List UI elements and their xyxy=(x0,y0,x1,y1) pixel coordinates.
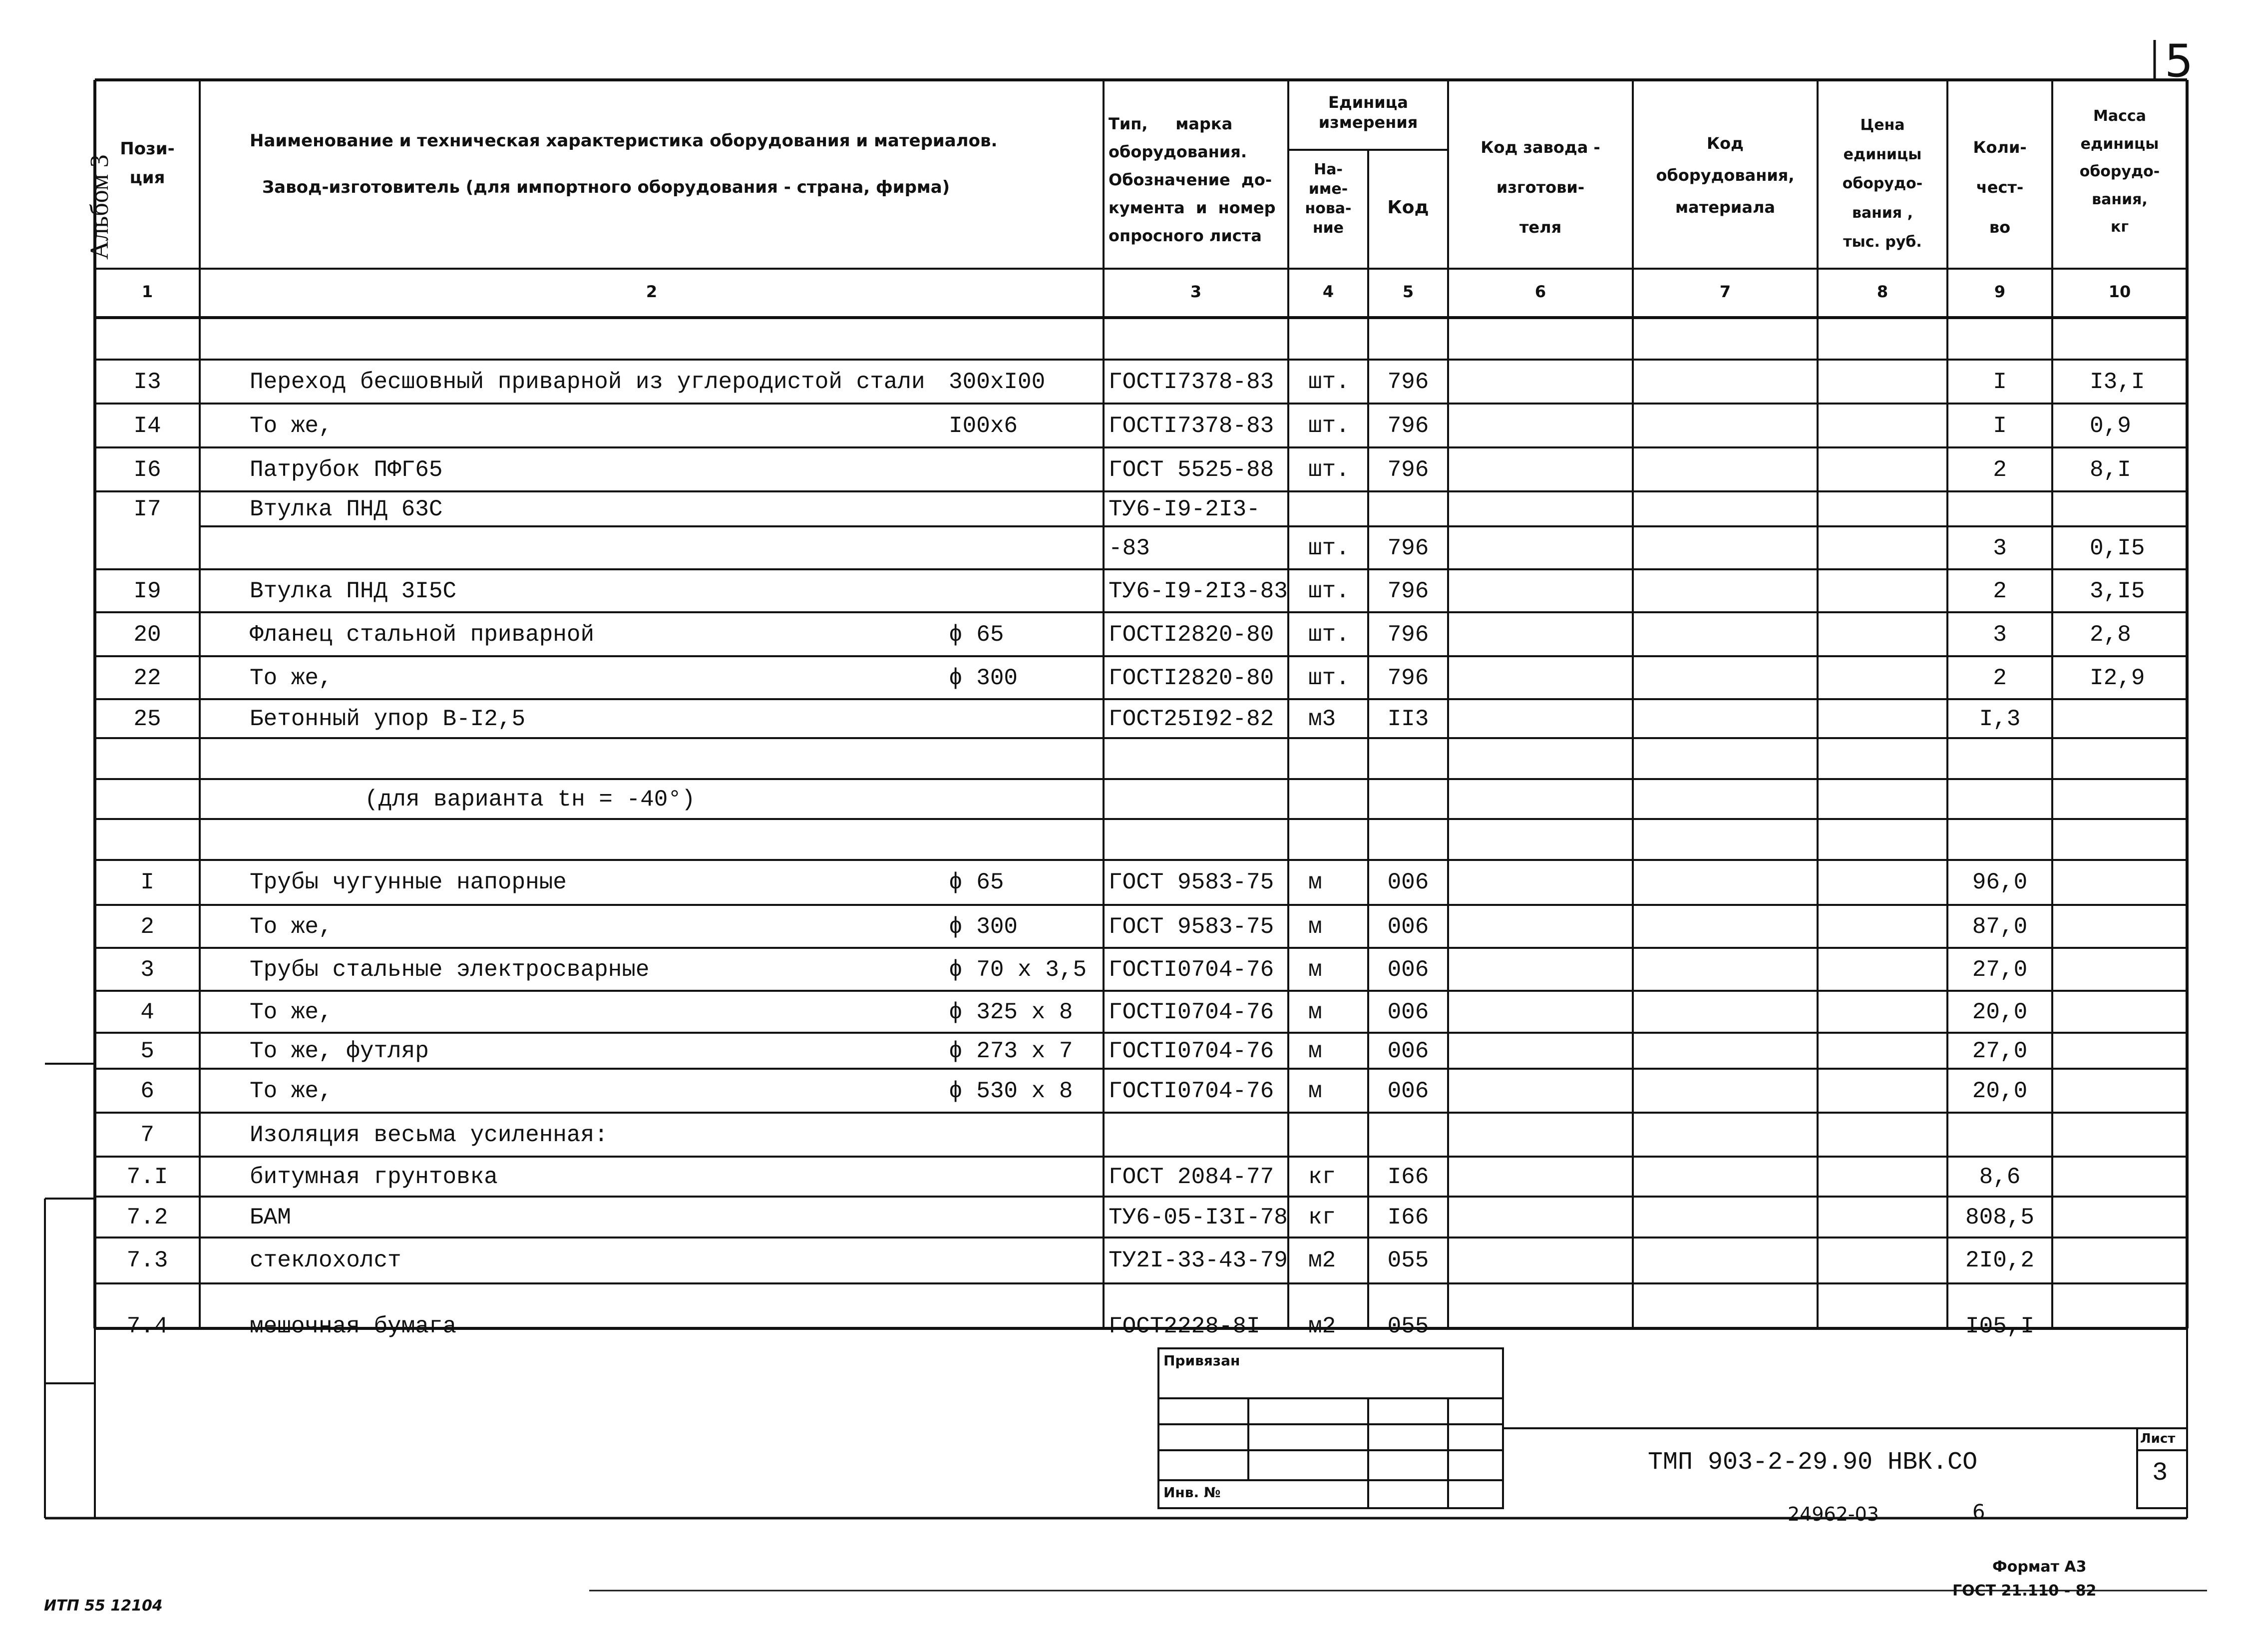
cell-dim: ϕ 300 xyxy=(949,665,1018,691)
cell-code: I66 xyxy=(1387,1205,1429,1231)
cell-unit: м2 xyxy=(1308,1247,1336,1273)
cell-code: 055 xyxy=(1387,1313,1429,1339)
cell-dim: ϕ 70 x 3,5 xyxy=(949,957,1087,983)
cell-mass: I3,I xyxy=(2090,369,2145,395)
cell-qty: 27,0 xyxy=(1972,1038,2028,1064)
header-unit-name: На- име- нова- ние xyxy=(1305,161,1352,237)
cell-pos: 7 xyxy=(140,1122,154,1148)
cell-unit: шт. xyxy=(1308,665,1350,691)
cell-doc: ГОСТ 9583-75 xyxy=(1109,914,1274,940)
cell-code: 796 xyxy=(1387,369,1429,395)
cell-unit: кг xyxy=(1308,1164,1336,1190)
cell-code: I66 xyxy=(1387,1164,1429,1190)
stamp-attached: Привязан xyxy=(1163,1352,1240,1369)
cell-unit: кг xyxy=(1308,1205,1336,1231)
cell-code: 055 xyxy=(1387,1247,1429,1273)
cell-name: То же, xyxy=(250,665,333,691)
cell-code: 006 xyxy=(1387,1038,1429,1064)
colnum-3: 3 xyxy=(1190,282,1202,301)
cell-unit: шт. xyxy=(1308,413,1350,439)
cell-name: битумная грунтовка xyxy=(250,1164,498,1190)
cell-dim: ϕ 530 x 8 xyxy=(949,1078,1073,1104)
cell-qty: 96,0 xyxy=(1972,869,2028,895)
cell-pos: 20 xyxy=(133,622,161,648)
footer-format: Формат А3 xyxy=(1992,1558,2087,1576)
cell-name: То же, xyxy=(250,1078,333,1104)
header-manufacturer-code: Код завода - изготови- теля xyxy=(1481,138,1600,237)
cell-qty: I05,I xyxy=(1965,1313,2035,1339)
cell-name: Трубы чугунные напорные xyxy=(250,869,567,895)
cell-code: 796 xyxy=(1387,413,1429,439)
cell-unit: м3 xyxy=(1308,706,1336,732)
stamp-number: 24962-03 xyxy=(1788,1503,1879,1525)
cell-name: Переход бесшовный приварной из углеродистой стали xyxy=(250,369,925,395)
cell-qty: 20,0 xyxy=(1972,999,2028,1025)
cell-pos: I7 xyxy=(133,496,161,522)
cell-doc: ГОСТ2228-8I xyxy=(1109,1313,1260,1339)
footer-gost: ГОСТ 21.110 - 82 xyxy=(1952,1582,2097,1600)
cell-code: 006 xyxy=(1387,957,1429,983)
cell-doc: ТУ6-05-I3I-78 xyxy=(1109,1205,1288,1231)
colnum-1: 1 xyxy=(141,282,153,301)
header-name-line1: Наименование и техническая характеристика оборудования и материалов. xyxy=(250,131,998,151)
cell-name: мешочная бумага xyxy=(250,1313,457,1339)
cell-name: Втулка ПНД 3I5С xyxy=(250,578,457,604)
cell-doc: ГОСТI2820-80 xyxy=(1109,665,1274,691)
cell-pos: I9 xyxy=(133,578,161,604)
cell-name: То же, xyxy=(250,999,333,1025)
cell-dim: ϕ 300 xyxy=(949,914,1018,940)
cell-name: Бетонный упор В-I2,5 xyxy=(250,706,526,732)
cell-unit: м xyxy=(1308,1078,1322,1104)
cell-doc: ГОСТI0704-76 xyxy=(1109,999,1274,1025)
cell-qty: I,3 xyxy=(1979,706,2021,732)
cell-doc: ГОСТI2820-80 xyxy=(1109,622,1274,648)
header-unit-code: Код xyxy=(1387,197,1429,218)
cell-unit: шт. xyxy=(1308,369,1350,395)
cell-pos: 7.2 xyxy=(126,1205,168,1231)
cell-dim: ϕ 65 xyxy=(949,869,1004,895)
cell-pos: 25 xyxy=(133,706,161,732)
cell-qty: 2 xyxy=(1993,457,2007,483)
colnum-4: 4 xyxy=(1322,282,1334,301)
cell-qty: 3 xyxy=(1993,622,2007,648)
cell-pos: 7.I xyxy=(126,1164,168,1190)
cell-dim: ϕ 325 x 8 xyxy=(949,999,1073,1025)
cell-doc: ГОСТ 9583-75 xyxy=(1109,869,1274,895)
cell-doc: ТУ6-I9-2I3- xyxy=(1109,496,1260,522)
cell-qty: 2 xyxy=(1993,578,2007,604)
stamp-doc-code: ТМП 903-2-29.90 НВК.СО xyxy=(1648,1448,1978,1477)
cell-code: 796 xyxy=(1387,535,1429,561)
cell-qty: I xyxy=(1993,369,2007,395)
footer-left: ИТП 55 12104 xyxy=(44,1597,163,1615)
cell-mass: 0,I5 xyxy=(2090,535,2145,561)
cell-code: 006 xyxy=(1387,914,1429,940)
cell-unit: шт. xyxy=(1308,457,1350,483)
cell-pos: I6 xyxy=(133,457,161,483)
cell-unit: шт. xyxy=(1308,622,1350,648)
cell-qty: 3 xyxy=(1993,535,2007,561)
cell-code: 796 xyxy=(1387,665,1429,691)
header-equipment-code: Код оборудования, материала xyxy=(1656,134,1795,217)
cell-qty: 2 xyxy=(1993,665,2007,691)
cell-pos: 3 xyxy=(140,957,154,983)
cell-qty: 87,0 xyxy=(1972,914,2028,940)
album-label: Альбом 3 xyxy=(85,154,114,260)
cell-pos: 7.3 xyxy=(126,1247,168,1273)
cell-doc: ГОСТI0704-76 xyxy=(1109,1078,1274,1104)
cell-pos: 4 xyxy=(140,999,154,1025)
cell-code: 796 xyxy=(1387,457,1429,483)
cell-unit: м xyxy=(1308,869,1322,895)
cell-pos: 22 xyxy=(133,665,161,691)
cell-unit: м xyxy=(1308,914,1322,940)
cell-name: (для варианта tн = -40°) xyxy=(365,787,696,813)
cell-pos: 7.4 xyxy=(126,1313,168,1339)
cell-code: 796 xyxy=(1387,622,1429,648)
cell-doc: ТУ6-I9-2I3-83 xyxy=(1109,578,1288,604)
cell-qty: 8,6 xyxy=(1979,1164,2021,1190)
cell-mass: 8,I xyxy=(2090,457,2131,483)
cell-mass: 0,9 xyxy=(2090,413,2131,439)
cell-dim: 300xI00 xyxy=(949,369,1046,395)
colnum-10: 10 xyxy=(2108,282,2131,301)
colnum-7: 7 xyxy=(1719,282,1731,301)
cell-pos: 6 xyxy=(140,1078,154,1104)
cell-qty: 2I0,2 xyxy=(1965,1247,2035,1273)
cell-unit: м xyxy=(1308,957,1322,983)
cell-mass: I2,9 xyxy=(2090,665,2145,691)
cell-doc: ТУ2I-33-43-79 xyxy=(1109,1247,1288,1273)
cell-name: То же, xyxy=(250,413,333,439)
cell-doc: ГОСТI7378-83 xyxy=(1109,413,1274,439)
colnum-5: 5 xyxy=(1402,282,1414,301)
cell-doc: ГОСТI0704-76 xyxy=(1109,1038,1274,1064)
colnum-2: 2 xyxy=(646,282,658,301)
stamp-sheet-label: Лист xyxy=(2140,1431,2176,1446)
cell-unit: шт. xyxy=(1308,578,1350,604)
cell-qty: I xyxy=(1993,413,2007,439)
cell-unit: м xyxy=(1308,999,1322,1025)
cell-name: То же, футляр xyxy=(250,1038,429,1064)
colnum-8: 8 xyxy=(1876,282,1888,301)
cell-name: Втулка ПНД 63С xyxy=(250,496,443,522)
cell-pos: I xyxy=(140,869,154,895)
cell-doc: -83 xyxy=(1109,535,1150,561)
cell-name: БАМ xyxy=(250,1205,291,1231)
cell-unit: шт. xyxy=(1308,535,1350,561)
stamp-inv: Инв. № xyxy=(1163,1484,1221,1501)
cell-mass: 3,I5 xyxy=(2090,578,2145,604)
cell-pos: 5 xyxy=(140,1038,154,1064)
cell-mass: 2,8 xyxy=(2090,622,2131,648)
cell-code: 006 xyxy=(1387,999,1429,1025)
cell-dim: ϕ 65 xyxy=(949,622,1004,648)
cell-unit: м2 xyxy=(1308,1313,1336,1339)
cell-doc: ГОСТ25I92-82 xyxy=(1109,706,1274,732)
colnum-9: 9 xyxy=(1994,282,2006,301)
cell-qty: 20,0 xyxy=(1972,1078,2028,1104)
cell-dim: ϕ 273 x 7 xyxy=(949,1038,1073,1064)
cell-unit: м xyxy=(1308,1038,1322,1064)
cell-doc: ГОСТI0704-76 xyxy=(1109,957,1274,983)
cell-doc: ГОСТ 5525-88 xyxy=(1109,457,1274,483)
cell-dim: I00x6 xyxy=(949,413,1018,439)
cell-name: Патрубок ПФГ65 xyxy=(250,457,443,483)
cell-name: стеклохолст xyxy=(250,1247,401,1273)
cell-code: 796 xyxy=(1387,578,1429,604)
header-mass: Масса единицы оборудо- вания, кг xyxy=(2079,107,2160,236)
cell-code: 006 xyxy=(1387,869,1429,895)
stamp-number-2: 6 xyxy=(1972,1501,1985,1524)
cell-name: То же, xyxy=(250,914,333,940)
stamp-sheet-number: 3 xyxy=(2152,1458,2168,1488)
cell-code: 006 xyxy=(1387,1078,1429,1104)
cell-qty: 808,5 xyxy=(1965,1205,2035,1231)
cell-pos: I3 xyxy=(133,369,161,395)
header-unit-group: Единица измерения xyxy=(1318,93,1418,132)
header-quantity: Коли- чест- во xyxy=(1973,138,2027,237)
header-name-line2: Завод-изготовитель (для импортного оборудования - страна, фирма) xyxy=(262,177,950,197)
colnum-6: 6 xyxy=(1534,282,1546,301)
header-position: Пози- ция xyxy=(120,139,175,188)
header-price: Цена единицы оборудо- вания , тыс. руб. xyxy=(1842,116,1923,251)
header-type: Тип, марка оборудования. Обозначение до- кумента и номер опросного листа xyxy=(1109,114,1276,245)
cell-pos: I4 xyxy=(133,413,161,439)
cell-doc: ГОСТ 2084-77 xyxy=(1109,1164,1274,1190)
page-number: 5 xyxy=(2165,35,2194,87)
cell-name: Изоляция весьма усиленная: xyxy=(250,1122,608,1148)
cell-pos: 2 xyxy=(140,914,154,940)
cell-name: Фланец стальной приварной xyxy=(250,622,595,648)
cell-name: Трубы стальные электросварные xyxy=(250,957,650,983)
cell-qty: 27,0 xyxy=(1972,957,2028,983)
cell-doc: ГОСТI7378-83 xyxy=(1109,369,1274,395)
cell-code: II3 xyxy=(1387,706,1429,732)
